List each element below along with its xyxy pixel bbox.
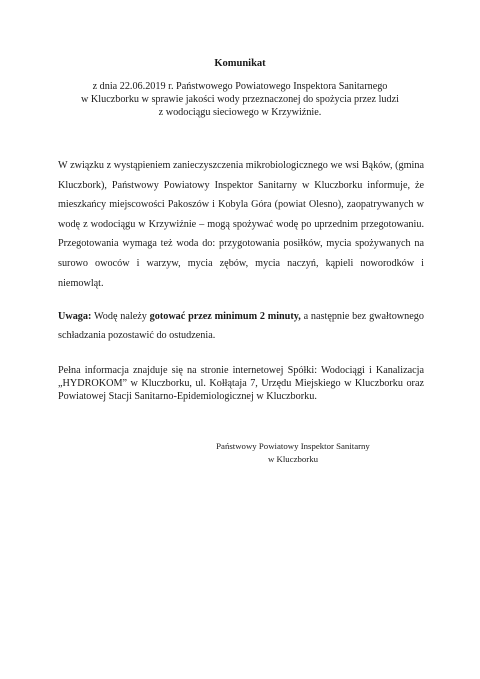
document-title: Komunikat <box>214 58 266 69</box>
announcement-paragraph: W związku z wystąpieniem zanieczyszczenia mikrobiologicznego we wsi Bąków, (gmina Kluczbork), Państwowy Powiatowy Inspektor Sanitarny w Kluczborku informuje, że mieszkańcy miejscowości Pakoszów i Kobyla Góra (powiat Olesno), zaopatrywanych w wodę z wodociągu w Krzywiźnie – mogą spożywać wodę po uprzednim przegotowaniu. Przegotowania wymaga też woda do: przygotowania posiłków, mycia spożywanych na surowo owoców i warzyw, mycia zębów, mycia naczyń, kąpieli noworodków i niemowląt. <box>58 160 424 289</box>
signature-line-2: w Kluczborku <box>267 453 319 464</box>
subtitle-line-2: w Kluczborku w sprawie jakości wody przeznaczonej do spożycia przez ludzi <box>81 94 399 105</box>
warning-label: Uwaga: <box>58 311 92 322</box>
signature-block <box>200 440 386 465</box>
signature-line-1: Państwowy Powiatowy Inspektor Sanitarny <box>216 441 370 451</box>
warning-text-1: Wodę należy <box>91 311 150 322</box>
document-subtitle <box>0 80 480 119</box>
warning-paragraph <box>58 308 424 345</box>
information-paragraph: Pełna informacja znajduje się na stronie internetowej Spółki: Wodociągi i Kanalizacja „HYDROKOM” w Kluczborku, ul. Kołłątaja 7, Urzędu Miejskiego w Kluczborku oraz Powiatowej Stacji Sanitarno-Epidemiologicznej w Kluczborku. <box>58 365 424 402</box>
warning-emphasis: gotować przez minimum 2 minuty, <box>149 311 301 322</box>
warning-text-2: a następnie bez gwałtownego schładzania pozostawić do ostudzenia. <box>58 311 424 341</box>
subtitle-line-1: z dnia 22.06.2019 r. Państwowego Powiatowego Inspektora Sanitarnego <box>92 81 388 92</box>
subtitle-line-3: z wodociągu sieciowego w Krzywiźnie. <box>158 107 322 118</box>
